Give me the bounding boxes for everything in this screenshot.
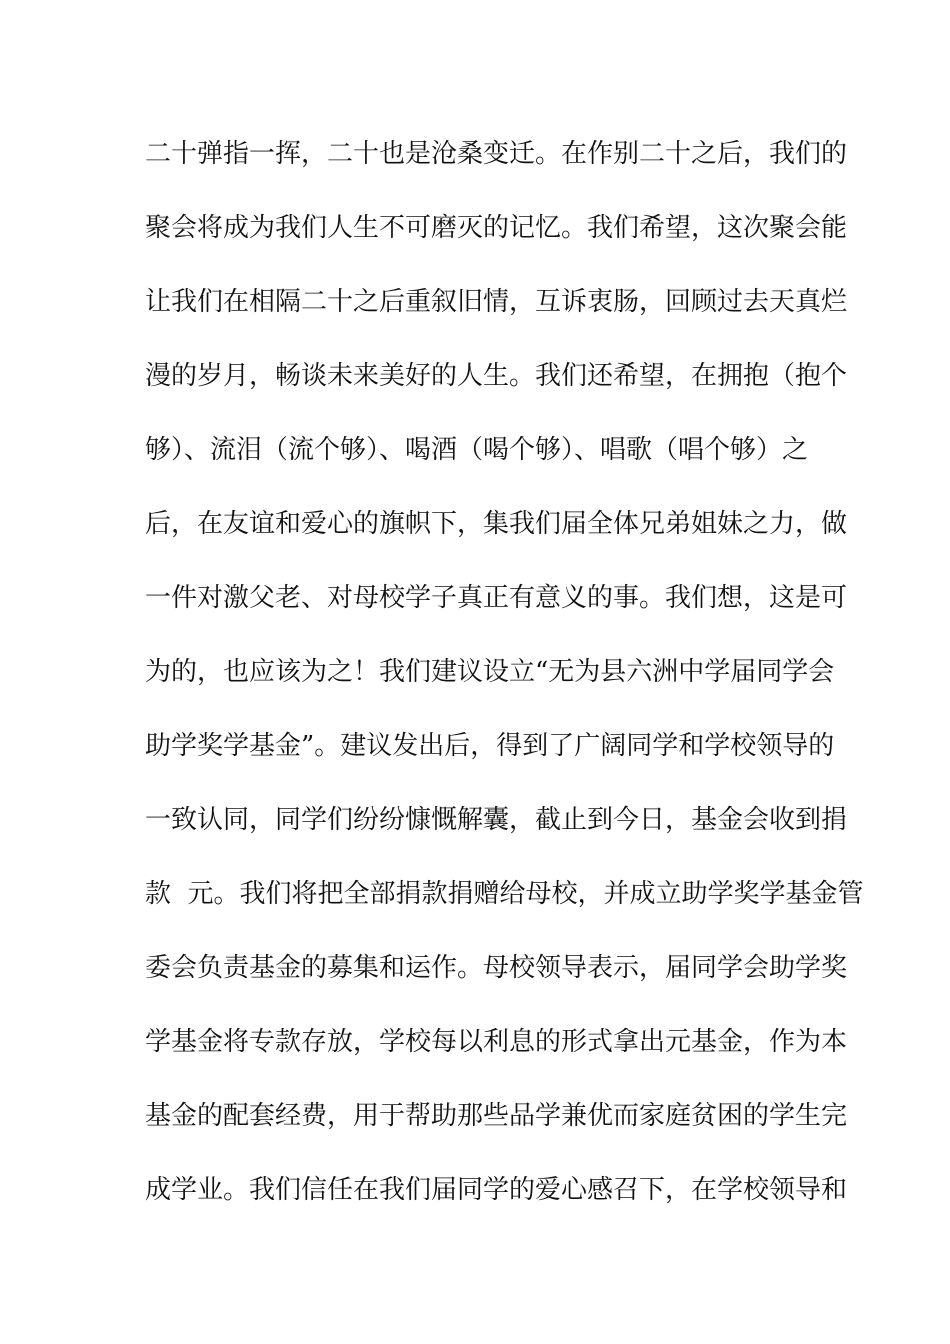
text-line-3: 让我们在相隔二十之后重叙旧情，互诉衷肠，回顾过去天真烂 [145,287,848,317]
text-line-11: 款 元。我们将把全部捐款捐赠给母校，并成立助学奖学基金管 [145,879,864,909]
text-line-15: 成学业。我们信任在我们届同学的爱心感召下，在学校领导和 [145,1175,848,1205]
text-line-4: 漫的岁月，畅谈未来美好的人生。我们还希望，在拥抱（抱个 [145,361,848,391]
text-line-14: 基金的配套经费，用于帮助那些品学兼优而家庭贫困的学生完 [145,1101,848,1131]
text-line-13: 学基金将专款存放，学校每以利息的形式拿出元基金，作为本 [145,1027,848,1057]
text-line-9: 助学奖学基金”。建议发出后，得到了广阔同学和学校领导的 [145,731,835,761]
text-line-2: 聚会将成为我们人生不可磨灭的记忆。我们希望，这次聚会能 [145,213,848,243]
text-line-8: 为的，也应该为之！我们建议设立“无为县六洲中学届同学会 [145,657,835,687]
text-line-7: 一件对激父老、对母校学子真正有意义的事。我们想，这是可 [145,583,848,613]
text-line-10: 一致认同，同学们纷纷慷慨解囊，截止到今日，基金会收到捐 [145,805,848,835]
text-line-6: 后，在友谊和爱心的旗帜下，集我们届全体兄弟姐妹之力，做 [145,509,848,539]
text-line-5: 够）、流泪（流个够）、喝酒（喝个够）、唱歌（唱个够）之 [145,435,809,465]
document-body [145,131,864,1241]
text-line-12: 委会负责基金的募集和运作。母校领导表示，届同学会助学奖 [145,953,848,983]
text-line-1: 二十弹指一挥，二十也是沧桑变迁。在作别二十之后，我们的 [145,139,848,169]
